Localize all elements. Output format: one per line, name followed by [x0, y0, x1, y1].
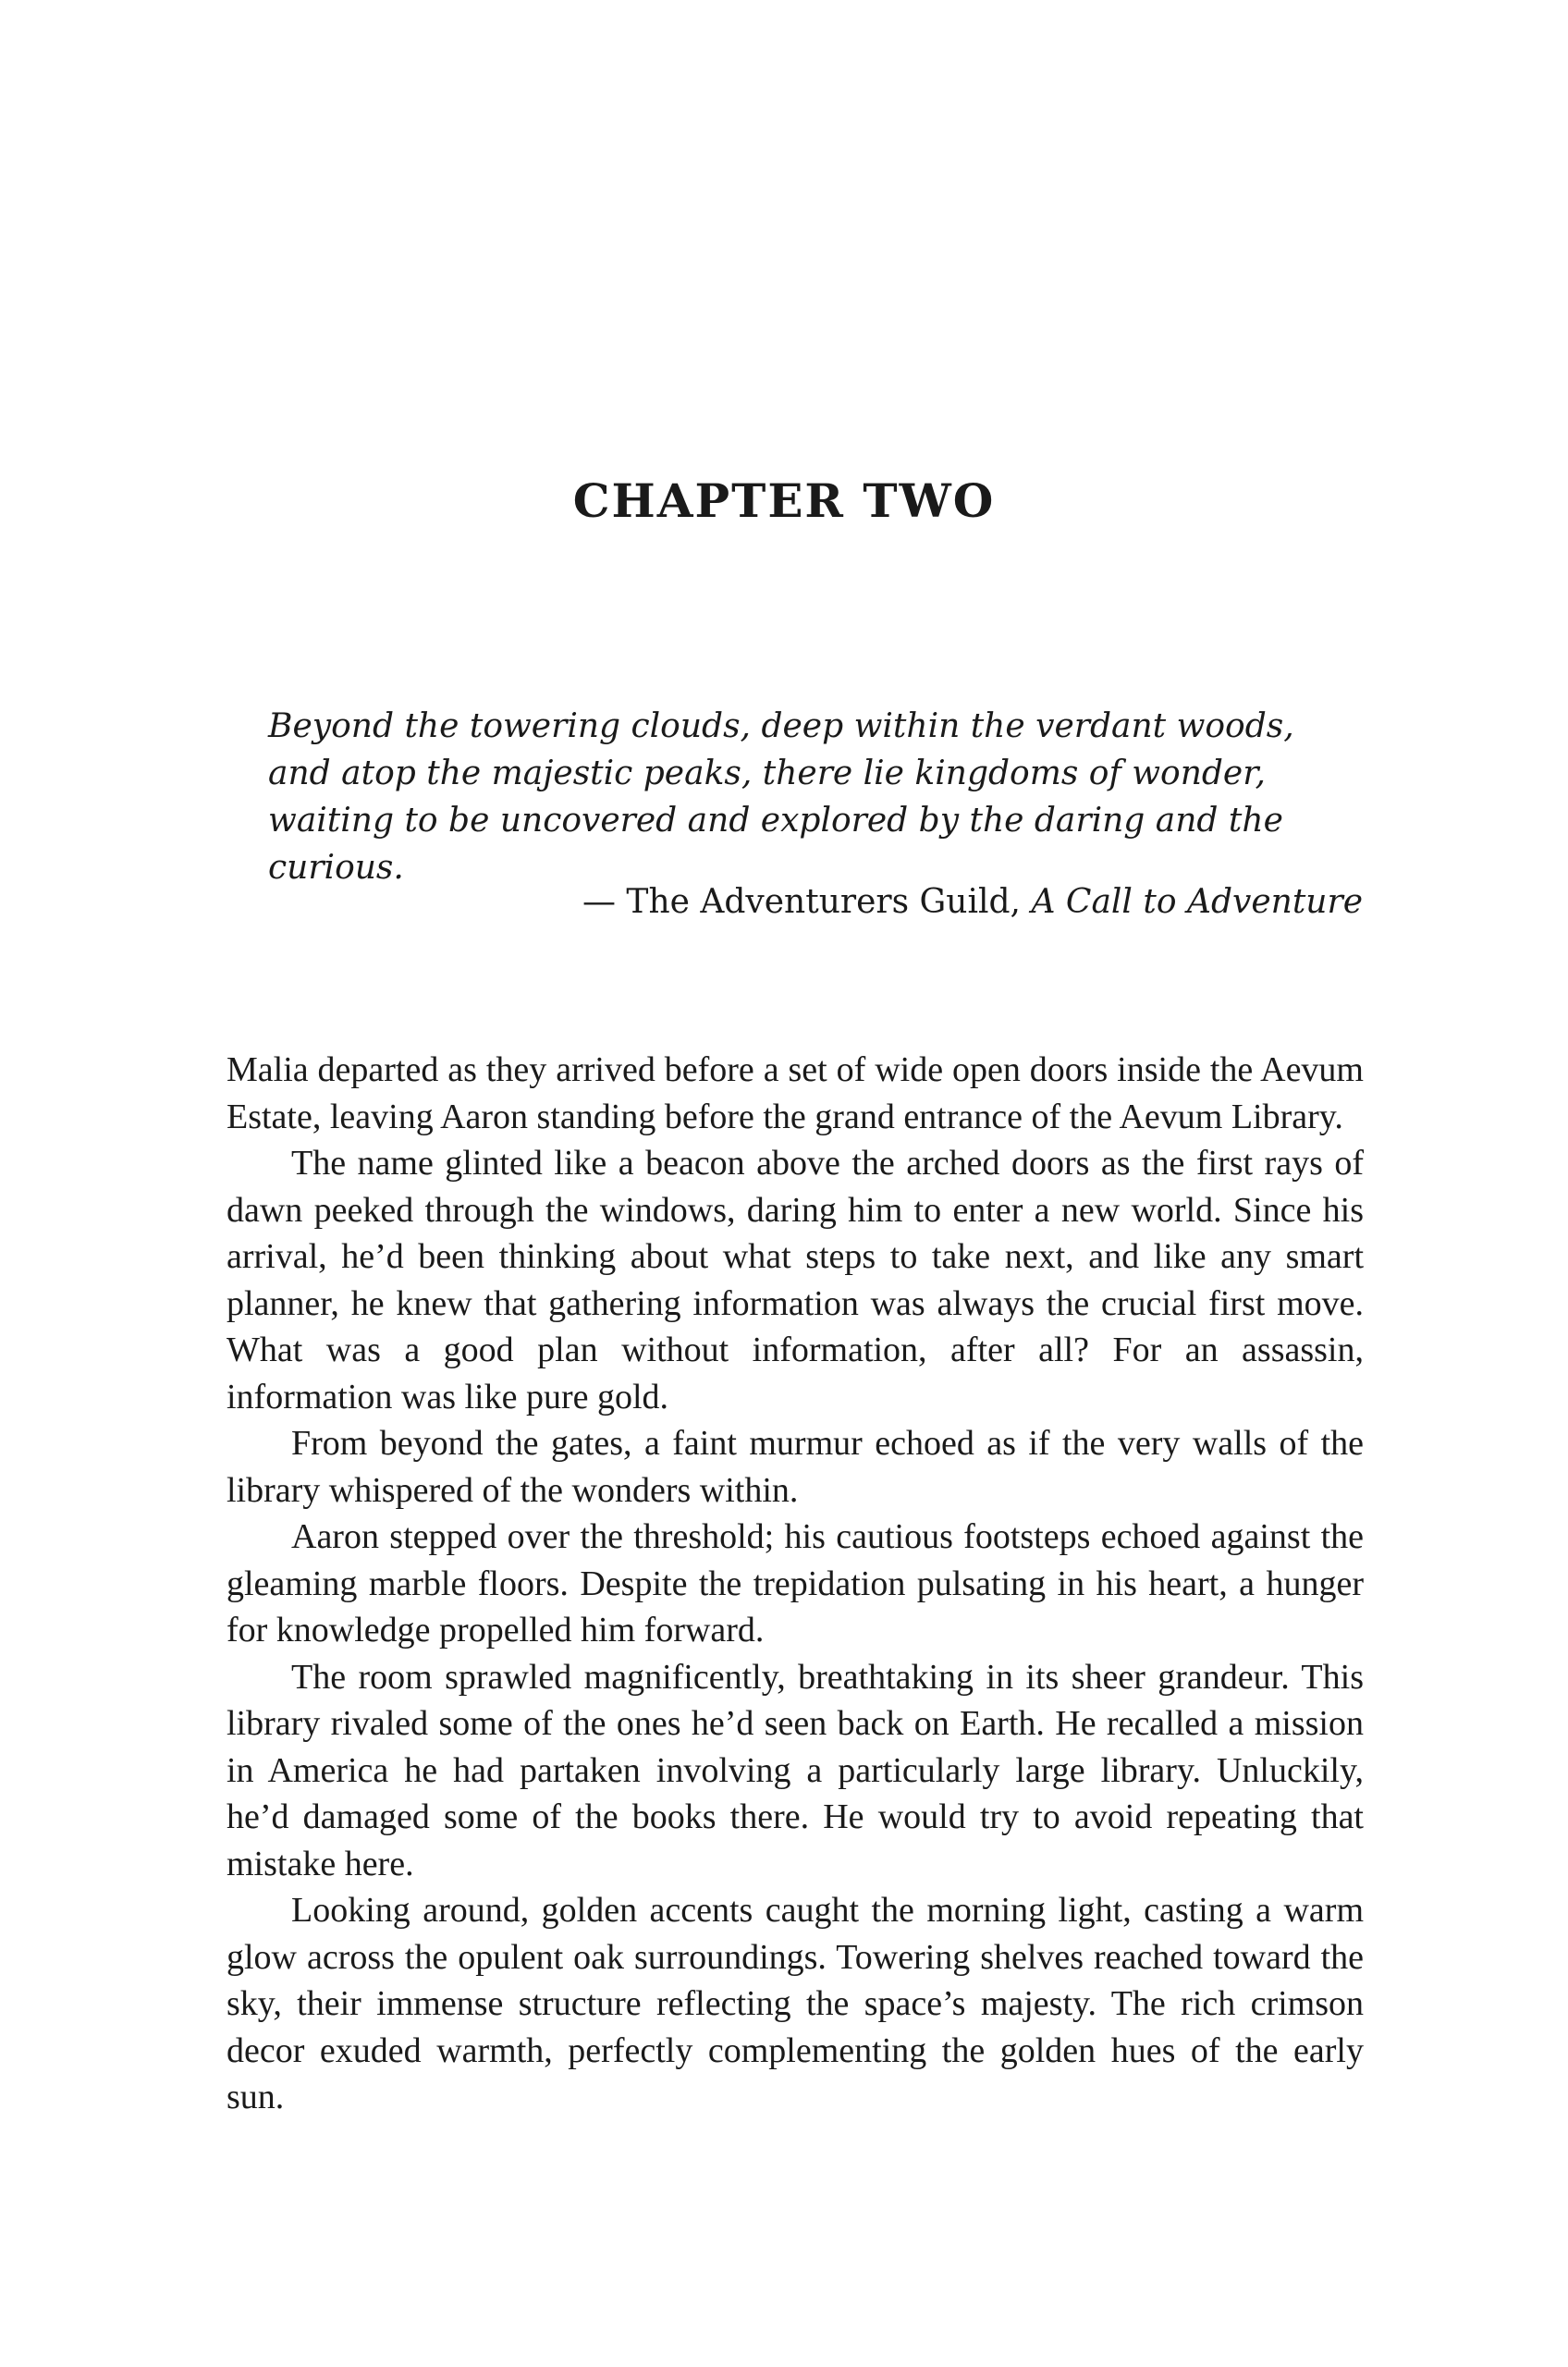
- epigraph-attribution: [582, 878, 1363, 926]
- attribution-work-title: A Call to Adventure: [1031, 883, 1363, 921]
- chapter-title: CHAPTER TWO: [572, 473, 996, 528]
- chapter-body: [227, 1047, 1364, 2121]
- paragraph: Looking around, golden accents caught the morning light, casting a warm glow across the opulent oak surroundings. Towering shelves reached toward the sky, their immense structure reflecting the space’s majesty. The rich crimson decor exuded warmth, perfectly complementing the golden hues of the early sun.: [227, 1891, 1364, 2116]
- attribution-source: — The Adventurers Guild,: [582, 883, 1032, 921]
- paragraph: From beyond the gates, a faint murmur echoed as if the very walls of the library whispered of the wonders within.: [227, 1424, 1364, 1510]
- epigraph-quote: Beyond the towering clouds, deep within the verdant woods, and atop the majestic peaks, there lie kingdoms of wonder, waiting to be uncovered and explored by the daring and the curious.: [268, 707, 1294, 887]
- paragraph: The room sprawled magnificently, breathtaking in its sheer grandeur. This library rivaled some of the ones he’d seen back on Earth. He recalled a mission in America he had partaken involving a particularly large library. Unluckily, he’d damaged some of the books there. He would try to avoid repeating that mistake here.: [227, 1657, 1364, 1883]
- paragraph: Malia departed as they arrived before a set of wide open doors inside the Aevum Estate, leaving Aaron standing before the grand entrance of the Aevum Library.: [227, 1050, 1364, 1136]
- paragraph: The name glinted like a beacon above the arched doors as the first rays of dawn peeked through the windows, daring him to enter a new world. Since his arrival, he’d been thinking about what steps to take next, and like any smart planner, he knew that gathering information was always the crucial first move. What was a good plan without information, after all? For an assassin, information was like pure gold.: [227, 1144, 1364, 1417]
- paragraph: Aaron stepped over the threshold; his cautious footsteps echoed against the gleaming marble floors. Despite the trepidation pulsating in his heart, a hunger for knowledge propelled him forward.: [227, 1517, 1364, 1650]
